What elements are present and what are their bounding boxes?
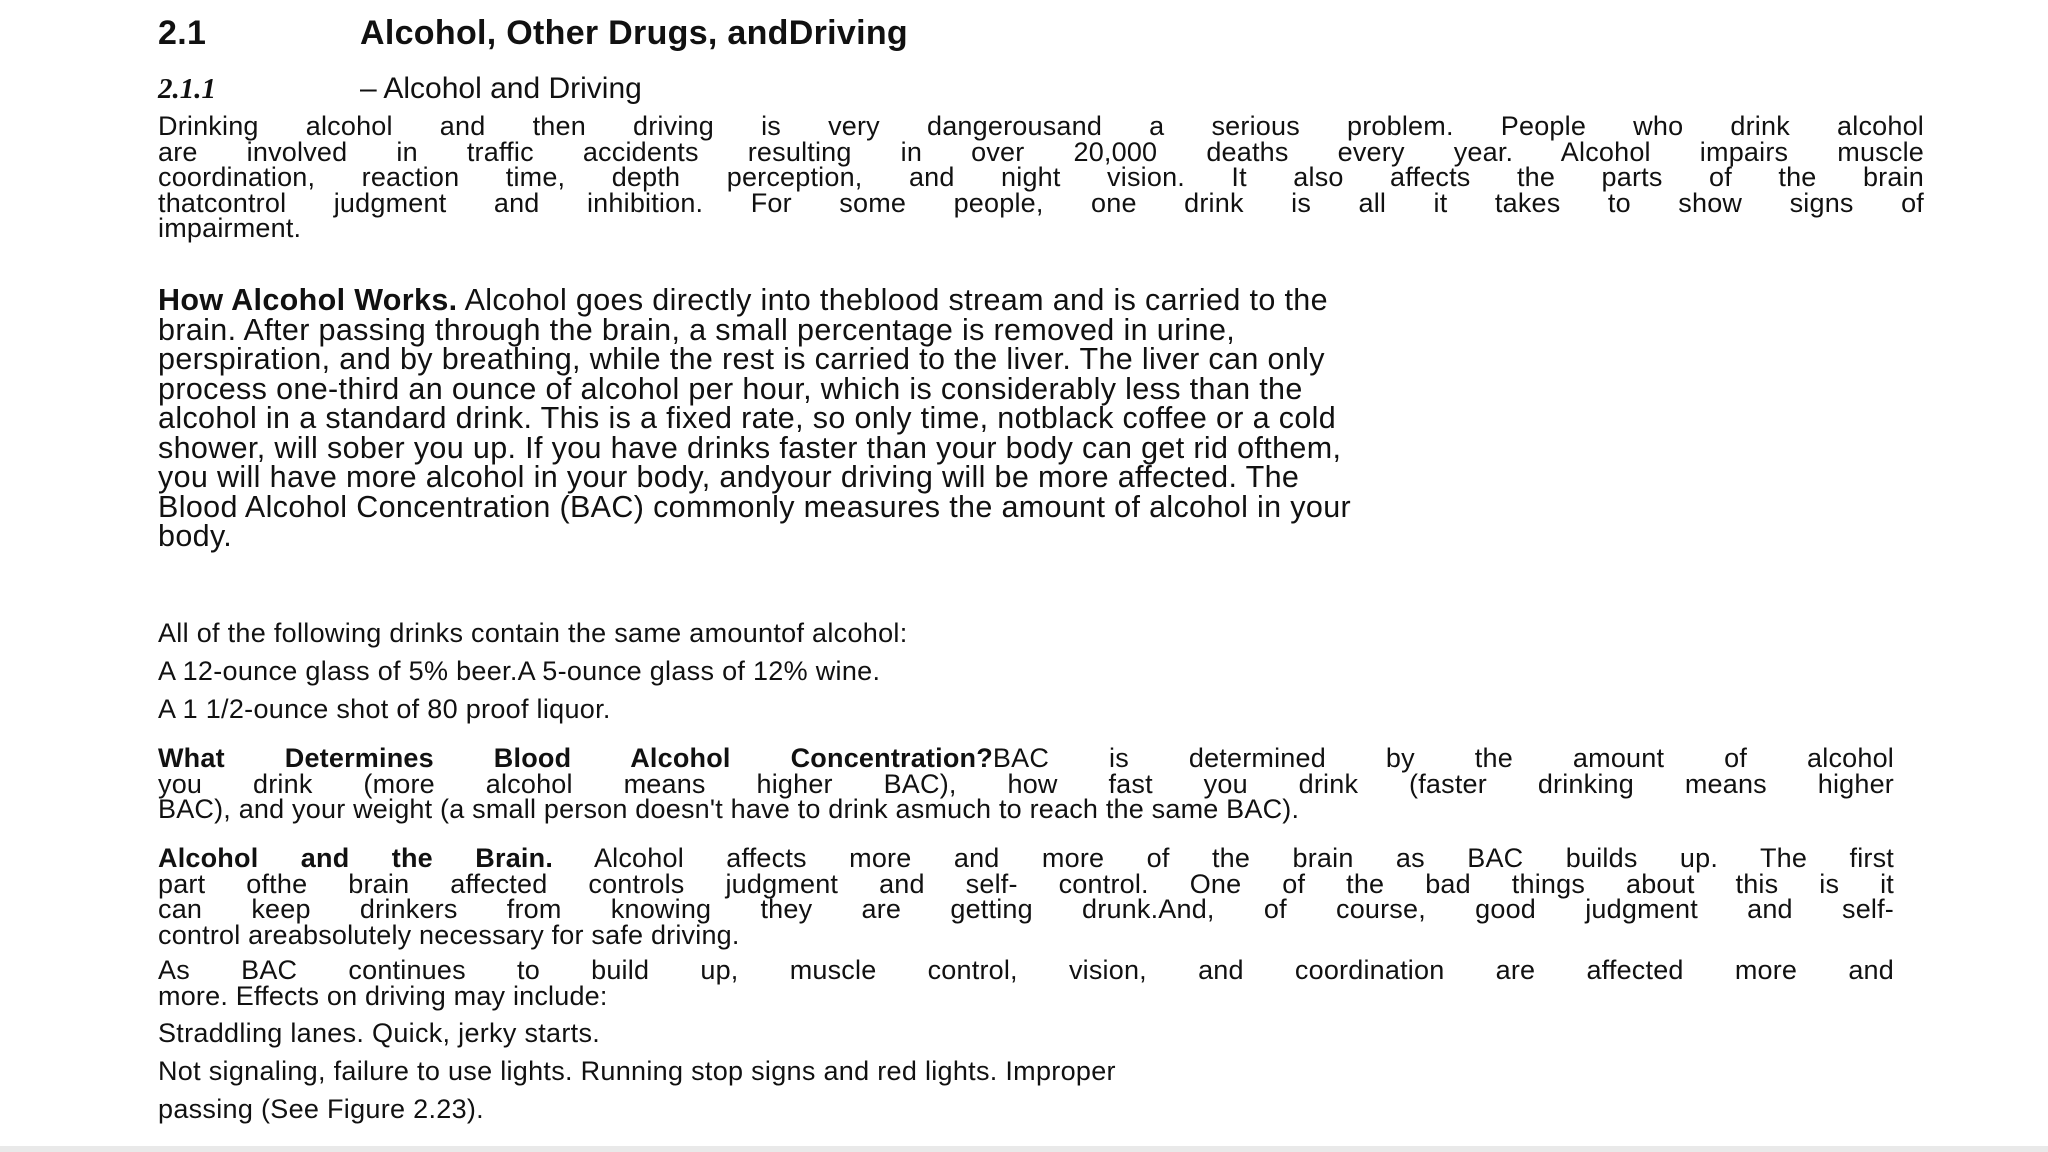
effects-line: Not signaling, failure to use lights. Running stop signs and red lights. Improper [158,1056,1116,1086]
intro-paragraph [158,111,1924,243]
alcohol-brain-paragraph [158,843,1894,950]
effects-line: Straddling lanes. Quick, jerky starts. [158,1018,601,1048]
bac-determined-paragraph [158,743,1894,824]
section-heading [158,14,908,53]
paragraph-line: can keep drinkers from knowing they are getting drunk.And, of course, good judgment and self- [158,894,1894,924]
page-bottom-edge [0,1146,2048,1152]
paragraph-line: brain. After passing through the brain, a small percentage is removed in urine, [158,312,1236,347]
paragraph-line: you will have more alcohol in your body, andyour driving will be more affected. The [158,460,1300,494]
section-title: Alcohol, Other Drugs, andDriving [360,14,908,52]
paragraph-line: control areabsolutely necessary for safe driving. [158,919,740,950]
paragraph-lead: What Determines Blood Alcohol Concentration? [158,743,993,773]
subsection-title: – Alcohol and Driving [360,72,642,105]
paragraph-line: you drink (more alcohol means higher BAC), how fast you drink (faster drinking means higher [158,768,1894,799]
paragraph-line: process one-third an ounce of alcohol per hour, which is considerably less than the [158,371,1303,406]
subsection-heading [158,72,642,106]
paragraph-line: part ofthe brain affected controls judgment and self- control. One of the bad things about this is it [158,868,1894,899]
paragraph-line: coordination, reaction time, depth perception, and night vision. It also affects the parts of the brain [158,162,1924,192]
paragraph-line: BAC is determined by the amount of alcohol [992,743,1894,773]
paragraph-line: Alcohol goes directly into theblood stream and is carried to the [457,283,1328,317]
section-number: 2.1 [158,14,207,52]
paragraph-lead: How Alcohol Works. [158,283,458,317]
effects-line: passing (See Figure 2.23). [158,1094,484,1124]
paragraph-line: perspiration, and by breathing, while the rest is carried to the liver. The liver can only [158,342,1325,376]
subsection-number: 2.1.1 [158,73,216,105]
paragraph-line: thatcontrol judgment and inhibition. For some people, one drink is all it takes to show signs of [158,187,1924,218]
paragraph-line: impairment. [158,213,302,243]
paragraph-line: shower, will sober you up. If you have drinks faster than your body can get rid ofthem, [158,430,1342,465]
paragraph-line: Alcohol affects more and more of the brain as BAC builds up. The first [553,843,1894,873]
paragraph-line: BAC), and your weight (a small person doesn't have to drink asmuch to reach the same BAC). [158,794,1300,824]
drinks-intro: All of the following drinks contain the same amountof alcohol: [158,618,908,648]
paragraph-lead: Alcohol and the Brain. [158,843,554,873]
paragraph-line: more. Effects on driving may include: [158,980,608,1011]
paragraph-line: body. [158,519,233,553]
drinks-line: A 1 1/2-ounce shot of 80 proof liquor. [158,694,611,724]
paragraph-line: are involved in traffic accidents resulting in over 20,000 deaths every year. Alcohol impairs muscle [158,136,1924,167]
paragraph-line: alcohol in a standard drink. This is a fixed rate, so only time, notblack coffee or a cold [158,401,1337,435]
paragraph-line: As BAC continues to build up, muscle control, vision, and coordination are affected more and [158,955,1894,985]
paragraph-line: Blood Alcohol Concentration (BAC) commonly measures the amount of alcohol in your [158,489,1352,524]
paragraph-line: Drinking alcohol and then driving is very dangerousand a serious problem. People who drink alcohol [158,111,1924,141]
bac-continues-paragraph [158,955,1894,1011]
drinks-line: A 12-ounce glass of 5% beer.A 5-ounce glass of 12% wine. [158,656,881,686]
how-alcohol-works-paragraph [158,283,1352,553]
